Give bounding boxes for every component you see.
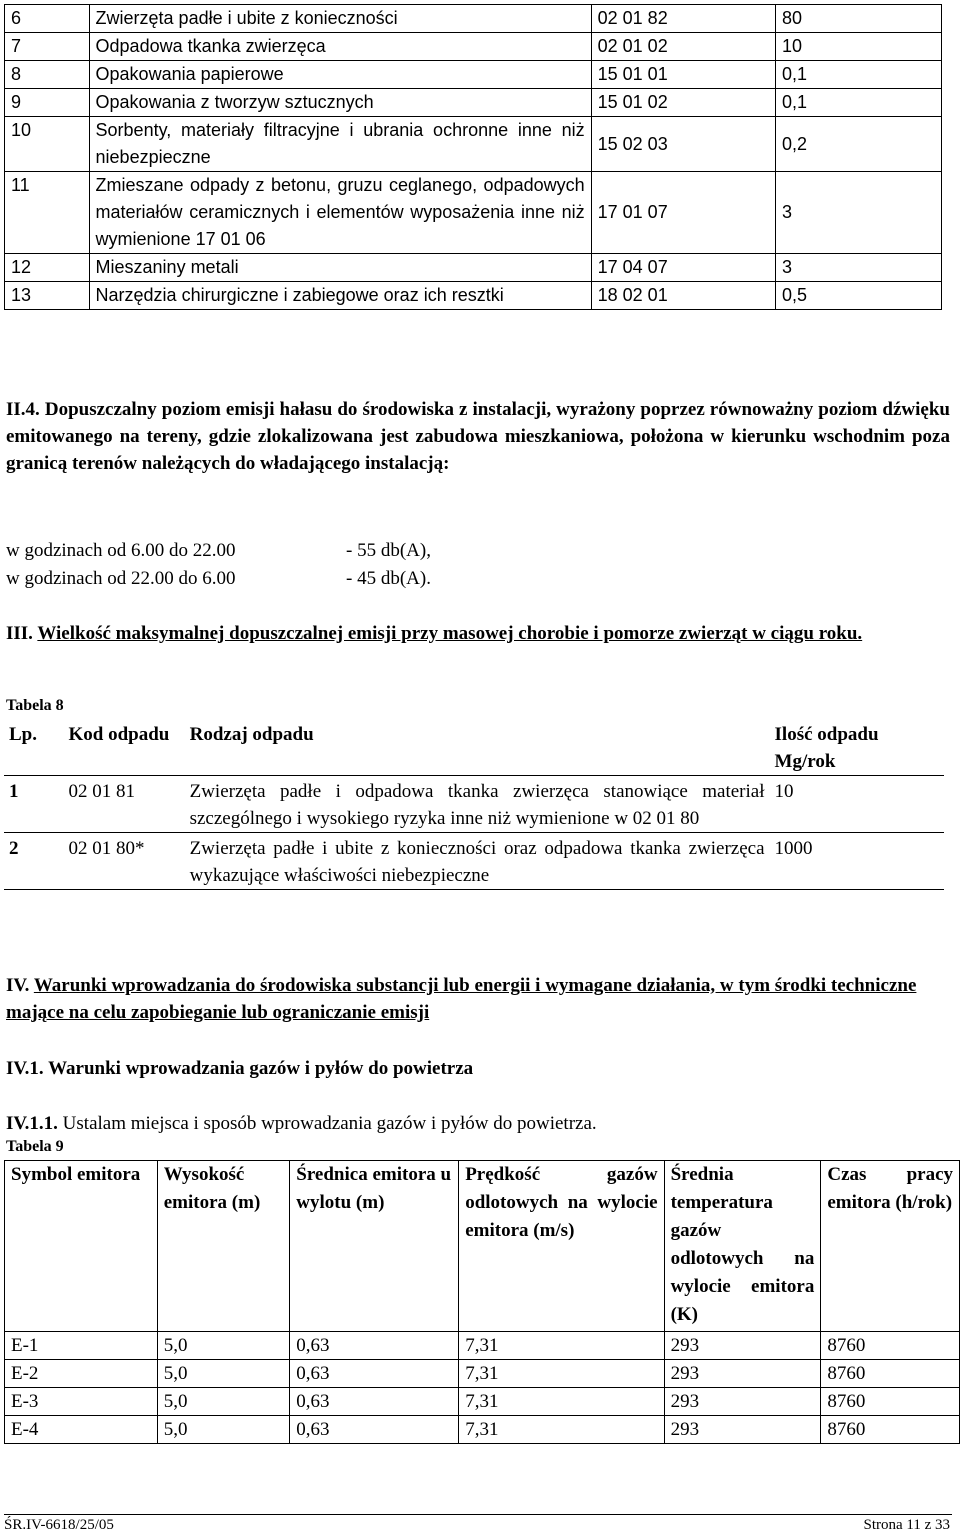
qty-cell: 10 xyxy=(770,776,944,833)
table-row xyxy=(5,5,942,33)
diameter-cell: 0,63 xyxy=(290,1360,459,1388)
qty-cell: 0,1 xyxy=(775,89,941,117)
table8-caption: Tabela 8 xyxy=(6,697,64,714)
code-cell: 17 01 07 xyxy=(591,172,775,254)
header-temperature: Średnia temperatura gazów odlotowych na wylocie emitora (K) xyxy=(664,1161,821,1332)
table-row xyxy=(5,1416,960,1444)
qty-cell: 3 xyxy=(775,254,941,282)
noise-line xyxy=(6,537,431,565)
table-row xyxy=(4,776,944,833)
table-row xyxy=(5,282,942,310)
section-number: IV. xyxy=(6,975,30,996)
height-cell: 5,0 xyxy=(157,1360,290,1388)
table-row xyxy=(5,1360,960,1388)
code-cell: 02 01 81 xyxy=(64,776,185,833)
code-cell: 02 01 82 xyxy=(591,5,775,33)
diameter-cell: 0,63 xyxy=(290,1416,459,1444)
table-row xyxy=(5,254,942,282)
table-row xyxy=(5,172,942,254)
lp-cell: 6 xyxy=(5,5,90,33)
header-code: Kod odpadu xyxy=(68,724,170,745)
kind-cell: Zwierzęta padłe i ubite z konieczności oraz odpadowa tkanka zwierzęca wykazujące właściwości niebezpieczne xyxy=(185,833,770,890)
name-cell: Zmieszane odpady z betonu, gruzu ceglanego, odpadowych materiałów ceramicznych i elementów wyposażenia inne niż wymienione 17 01 06 xyxy=(89,172,591,254)
header-velocity: Prędkość gazów odlotowych na wylocie emitora (m/s) xyxy=(459,1161,664,1332)
diameter-cell: 0,63 xyxy=(290,1332,459,1360)
table9 xyxy=(4,1160,960,1444)
velocity-cell: 7,31 xyxy=(459,1388,664,1416)
qty-cell: 0,1 xyxy=(775,61,941,89)
qty-cell: 3 xyxy=(775,172,941,254)
code-cell: 15 02 03 xyxy=(591,117,775,172)
noise-limits xyxy=(6,537,431,593)
section-number: IV.1.1. xyxy=(6,1113,58,1134)
document-reference: ŚR.IV-6618/25/05 xyxy=(4,1517,114,1533)
noise-label: w godzinach od 6.00 do 22.00 xyxy=(6,540,236,561)
table-row xyxy=(5,33,942,61)
diameter-cell: 0,63 xyxy=(290,1388,459,1416)
qty-cell: 80 xyxy=(775,5,941,33)
name-cell: Sorbenty, materiały filtracyjne i ubrania ochronne inne niż niebezpieczne xyxy=(89,117,591,172)
symbol-cell: E-1 xyxy=(5,1332,158,1360)
table-row xyxy=(5,117,942,172)
table-header-row xyxy=(4,719,944,776)
lp-cell: 7 xyxy=(5,33,90,61)
name-cell: Odpadowa tkanka zwierzęca xyxy=(89,33,591,61)
table9-caption: Tabela 9 xyxy=(6,1138,64,1155)
code-cell: 15 01 01 xyxy=(591,61,775,89)
lp-cell: 9 xyxy=(5,89,90,117)
section-number: II.4. xyxy=(6,399,40,420)
noise-label: w godzinach od 22.00 do 6.00 xyxy=(6,568,236,589)
section-title: Warunki wprowadzania do środowiska substancji lub energii i wymagane działania, w tym środki techniczne mające na celu zapobieganie lub ograniczanie emisji xyxy=(6,975,917,1023)
symbol-cell: E-4 xyxy=(5,1416,158,1444)
header-kind: Rodzaj odpadu xyxy=(189,724,314,745)
work-time-cell: 8760 xyxy=(821,1388,960,1416)
code-cell: 02 01 02 xyxy=(591,33,775,61)
section-number: IV.1. xyxy=(6,1058,44,1079)
code-cell: 15 01 02 xyxy=(591,89,775,117)
noise-line xyxy=(6,565,431,593)
code-cell: 17 04 07 xyxy=(591,254,775,282)
lp-cell: 13 xyxy=(5,282,90,310)
velocity-cell: 7,31 xyxy=(459,1416,664,1444)
section-iv11-paragraph xyxy=(6,1110,950,1137)
lp-cell: 1 xyxy=(4,776,64,833)
table-row xyxy=(5,89,942,117)
lp-cell: 10 xyxy=(5,117,90,172)
height-cell: 5,0 xyxy=(157,1332,290,1360)
table-row xyxy=(5,1332,960,1360)
section-text: Dopuszczalny poziom emisji hałasu do środowiska z instalacji, wyrażony poprzez równoważny poziom dźwięku emitowanego na tereny, gdzie zlokalizowana jest zabudowa mieszkaniowa, położona w kierunku wschodnim poza granicą terenów należących do władającego instalacją: xyxy=(6,399,950,474)
section-ii4-paragraph xyxy=(6,396,950,477)
work-time-cell: 8760 xyxy=(821,1416,960,1444)
header-qty: Ilość odpadu Mg/rok xyxy=(774,724,879,772)
qty-cell: 10 xyxy=(775,33,941,61)
table8 xyxy=(4,719,944,890)
code-cell: 02 01 80* xyxy=(64,833,185,890)
kind-cell: Zwierzęta padłe i odpadowa tkanka zwierzęca stanowiące materiał szczególnego i wysokiego ryzyka inne niż wymienione w 02 01 80 xyxy=(185,776,770,833)
header-work-time: Czas pracy emitora (h/rok) xyxy=(821,1161,960,1332)
section-number: III. xyxy=(6,623,33,644)
qty-cell: 1000 xyxy=(770,833,944,890)
temperature-cell: 293 xyxy=(664,1416,821,1444)
footer-divider xyxy=(4,1514,952,1515)
noise-value: - 55 db(A), xyxy=(346,540,431,561)
work-time-cell: 8760 xyxy=(821,1360,960,1388)
name-cell: Zwierzęta padłe i ubite z konieczności xyxy=(89,5,591,33)
header-height: Wysokość emitora (m) xyxy=(157,1161,290,1332)
symbol-cell: E-3 xyxy=(5,1388,158,1416)
section-title: Warunki wprowadzania gazów i pyłów do powietrza xyxy=(48,1058,474,1079)
code-cell: 18 02 01 xyxy=(591,282,775,310)
qty-cell: 0,2 xyxy=(775,117,941,172)
lp-cell: 2 xyxy=(4,833,64,890)
symbol-cell: E-2 xyxy=(5,1360,158,1388)
qty-cell: 0,5 xyxy=(775,282,941,310)
page-number: Strona 11 z 33 xyxy=(863,1517,950,1533)
velocity-cell: 7,31 xyxy=(459,1332,664,1360)
lp-cell: 12 xyxy=(5,254,90,282)
table-row xyxy=(5,1388,960,1416)
height-cell: 5,0 xyxy=(157,1416,290,1444)
lp-cell: 11 xyxy=(5,172,90,254)
header-symbol: Symbol emitora xyxy=(5,1161,158,1332)
temperature-cell: 293 xyxy=(664,1388,821,1416)
lp-cell: 8 xyxy=(5,61,90,89)
table-row xyxy=(5,61,942,89)
height-cell: 5,0 xyxy=(157,1388,290,1416)
velocity-cell: 7,31 xyxy=(459,1360,664,1388)
name-cell: Mieszaniny metali xyxy=(89,254,591,282)
section-title: Wielkość maksymalnej dopuszczalnej emisji przy masowej chorobie i pomorze zwierząt w ciągu roku. xyxy=(37,623,863,644)
section-iv1-heading xyxy=(6,1055,950,1082)
noise-value: - 45 db(A). xyxy=(346,568,431,589)
section-iv-heading xyxy=(6,972,950,1026)
header-diameter: Średnica emitora u wylotu (m) xyxy=(290,1161,459,1332)
temperature-cell: 293 xyxy=(664,1360,821,1388)
name-cell: Opakowania papierowe xyxy=(89,61,591,89)
table-header-row xyxy=(5,1161,960,1332)
waste-table-continued xyxy=(4,4,942,310)
name-cell: Narzędzia chirurgiczne i zabiegowe oraz ich resztki xyxy=(89,282,591,310)
work-time-cell: 8760 xyxy=(821,1332,960,1360)
table-row xyxy=(4,833,944,890)
section-text: Ustalam miejsca i sposób wprowadzania gazów i pyłów do powietrza. xyxy=(62,1113,597,1134)
name-cell: Opakowania z tworzyw sztucznych xyxy=(89,89,591,117)
header-lp: Lp. xyxy=(9,724,37,745)
temperature-cell: 293 xyxy=(664,1332,821,1360)
section-iii-heading xyxy=(6,620,950,647)
